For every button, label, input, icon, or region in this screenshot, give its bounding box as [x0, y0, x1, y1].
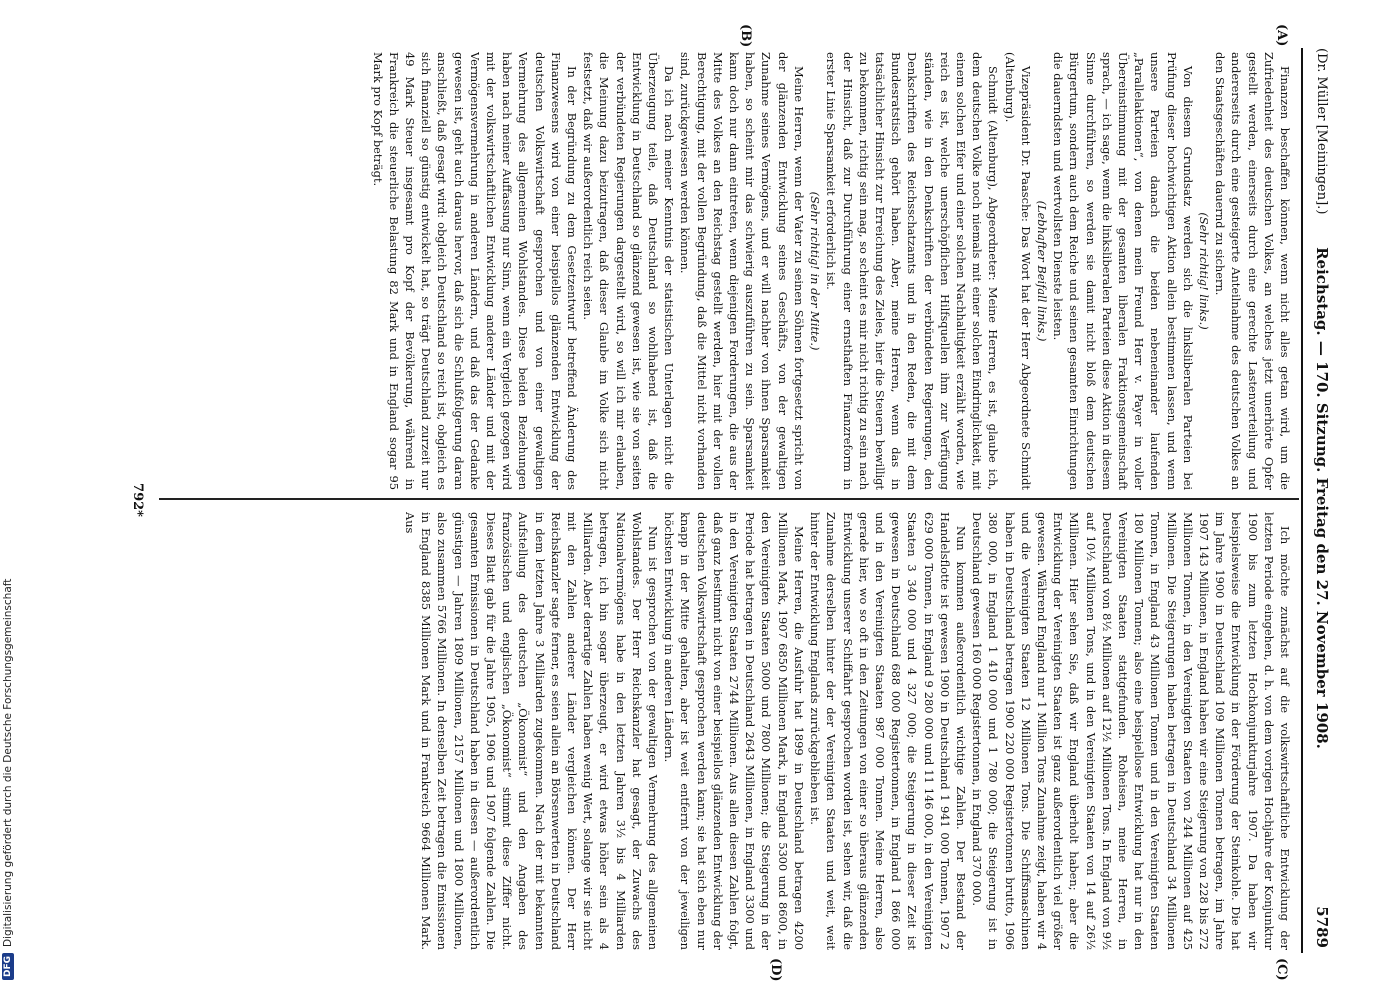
paragraph: Nun ist gesprochen von der gewaltigen Vermehrung des allgemeinen Wohlstandes. Der Herr Reichskanzler hat gesagt, der Zuwachs des Nationalvermögens habe in den letzten Jahren 3½ bis 4 Milliarden betragen, ich bin sogar überzeugt, er wird etwas höher sein als 4 Milliarden. Aber derartige Zahlen haben wenig Wert, solange wir sie nicht mit den Zahlen anderer Länder vergleichen können. Der Herr Reichskanzler sagte ferner, es seien allein an Börsenwerten in Deutschland in dem letzten Jahre 3 Milliarden zugekommen. Nach der mit bekannten Aufstellung des deutschen „Ökonomist“ und den Angaben des französischen und englischen „Ökonomist“ stimmt diese Ziffer nicht. Dieses Blatt gab für die Jahre 1905, 1906 und 1907 folgende Zahlen. Die gesamten Emissionen in Deutschland haben in diesen — außerordentlich günstigen — Jahren 1809 Millionen, 2157 Millionen und 1800 Millionen, also zusammen 5766 Millionen. In denselben Zeit betragen die Emissionen in England 8385 Millionen Mark und in Frankreich 9664 Millionen Mark. Aus: [403, 512, 661, 950]
paragraph: Vizepräsident Dr. Paasche: Das Wort hat der Herr Abgeordnete Schmidt (Altenburg).: [1002, 52, 1033, 490]
signature-mark: 792*: [130, 483, 145, 517]
page-number: 5789: [1313, 906, 1331, 948]
paragraph: Meine Herren, die Ausfuhr hat 1899 in Deutschland betragen 4200 Millionen Mark, 1907 6850 Millionen Mark, in England 5300 und 8600, in den Vereinigten Staaten 5000 und 7800 Millionen; die Steigerung in der Periode hat betragen in Deutschland 2643 Millionen, in England 3300 und in den Vereinigten Staaten 2744 Millionen. Aus allen diesen Zahlen folgt, daß ganz bestimmt nicht von einer beispiellos glänzenden Entwicklung der deutschen Volkswirtschaft gesprochen werden kann; sie hat sich eben nur knapp in der Mitte gehalten, aber ist weit entfernt von der jeweiligen höchsten Entwicklung in anderen Ländern.: [662, 512, 806, 950]
paragraph: Ich möchte zunächst auf die volkswirtschaftliche Entwicklung der letzten Periode eingehen, d. h. von dem vorigen Hochjahre der Konjunktur 1900 bis zum letzten Hochkonjunkturjahre 1907. Da haben wir beispielsweise die Entwicklung in der Förderung der Steinkohle. Die hat im Jahre 1900 in Deutschland 109 Millionen Tonnen betragen, im Jahre 1907 143 Millionen, in England haben wir eine Steigerung von 228 bis 272 Millionen Tonnen, in den Vereinigten Staaten von 244 Millionen auf 425 Millionen. Die Steigerungen haben betragen in Deutschland 34 Millionen Tonnen, in England 43 Millionen Tonnen und in den Vereinigten Staaten 180 Millionen Tonnen; also eine beispiellose Entwicklung hat nur in den Vereinigten Staaten stattgefunden. Roheisen, meine Herren, in Deutschland von 8½ Millionen auf 12½ Millionen Tons. In England von 9½ auf 10½ Millionen Tons, und in den Vereinigten Staaten von 14 auf 26½ Millionen. Hier sehen Sie, daß wir England überholt haben; aber die Entwicklung der Vereinigten Staaten ist ganz außerordentlich viel größer gewesen. Während England nur 1 Million Tons Zunahme zeigt, haben wir 4 und die Vereinigten Staaten 12 Millionen Tons. Die Schiffsmaschinen haben in Deutschland betragen 1900 220 000 Registertonnen brutto, 1906 380 000, in England 1 410 000 und 1 780 000; die Steigerung ist in Deutschland gewesen 160 000 Registertonnen, in England 370 000.: [970, 512, 1292, 950]
column-divider: [159, 498, 1299, 500]
margin-marker-a: (A): [1274, 24, 1289, 47]
stage-direction: (Lebhafter Beifall links.): [1034, 200, 1049, 342]
rotated-page: [93, 0, 1383, 1000]
stage-direction: (Sehr richtig! links.): [1196, 212, 1211, 330]
credit-text: Digitalisierung gefördert durch die Deutsche Forschungsgemeinschaft: [2, 578, 14, 947]
paragraph: Finanzen beschaffen können, wenn nicht alles getan wird, um die Zufriedenheit des deutschen Volkes, an welches jetzt unerhörte Opfer gestellt werden, einerseits durch eine gerechte Lastenverteilung und andererseits durch eine gesteigerte Anteilnahme des deutschen Volkes an den Staatsgeschäften dauernd zu sichern.: [1213, 52, 1292, 490]
left-column: [163, 52, 1293, 490]
paragraph: Da ich nach meiner Kenntnis der statistischen Unterlagen nicht die Überzeugung teile, daß Deutschland so wohlhabend ist, daß die Entwicklung in Deutschland so glänzend gewesen ist, wie sie von seiten der verbündeten Regierungen dargestellt wird, so will ich mir erlauben, die Meinung dazu beizutragen, daß dieser Glaube im Volke sich nicht festsetzt, daß wir außerordentlich reich seien.: [581, 52, 677, 490]
margin-marker-c: (C): [1274, 958, 1289, 981]
stage-direction: (Sehr richtig! in der Mitte.): [808, 191, 823, 351]
paragraph: Meine Herren, wenn der Vater zu seinen Söhnen fortgesetzt spricht von der glänzenden Entwicklung seines Geschäfts, von der gewaltigen Zunahme seines Vermögens, und er will nachher von ihnen Sparsamkeit haben, so scheint mir das schwierig auszuführen zu sein. Sparsamkeit kann doch nur dann eintreten, wenn diejenigen Forderungen, die aus der Mitte des Volkes an den Reichstag gestellt werden, hier mit der vollen Berechtigung, mit der vollen Begründung, daß die Mittel nicht vorhanden sind, zurückgewiesen werden können.: [678, 52, 806, 490]
paragraph: Nun kommen außerordentlich wichtige Zahlen. Der Bestand der Handelsflotte ist gewesen 1900 in Deutschland 1 941 000 Tonnen, 1907 2 629 000 Tonnen, in England 9 280 000 und 11 146 000, in den Vereinigten Staaten 3 340 000 und 4 327 000; die Steigerung in dieser Zeit ist gewesen in Deutschland 688 000 Registertonnen, in England 1 866 000 und in den Vereinigten Staaten 987 000 Tonnen. Meine Herren, also gerade hier, wo so oft in den Zeitungen von einer so überaus glänzenden Entwicklung unserer Schiffahrt gesprochen worden ist, sehen wir, daß die Zunahme derselben hinter der der Vereinigten Staaten und weit, weit hinter der Entwicklung Englands zurückgeblieben ist.: [808, 512, 968, 950]
header-rule: [1301, 48, 1303, 953]
paragraph: In der Begründung zu dem Gesetzentwurf betreffend Änderung des Finanzwesens wird von einer beispiellos glänzenden Entwicklung der deutschen Volkswirtschaft gesprochen und von einer gewaltigen Vermehrung des allgemeinen Wohlstandes. Diese beiden Beziehungen haben nach meiner Auffassung nur Sinn, wenn ein Vergleich gezogen wird mit der volkswirtschaftlichen Entwicklung anderer Länder und mit der Vermögensvermehrung in anderen Ländern, und daß das der Gedanke gewesen ist, geht auch daraus hervor, daß sich die Schlußfolgerung daran anschließt, daß gesagt wird: obgleich Deutschland so reich ist, obgleich es sich finanziell so günstig entwickelt hat, so trägt Deutschland zurzeit nur 49 Mark Steuer insgesamt pro Kopf der Bevölkerung, während in Frankreich die steuerliche Belastung 82 Mark und in England sogar 95 Mark pro Kopf beträgt.: [370, 52, 580, 490]
margin-marker-d: (D): [768, 958, 783, 982]
running-head-speaker: (Dr. Müller [Meiningen].): [1314, 48, 1329, 215]
paragraph: Schmidt (Altenburg), Abgeordneter: Meine Herren, es ist, glaube ich, dem deutschen Volke noch niemals mit einer solchen Eindringlichkeit, mit einem solchen Eifer und einer solchen Nachhaltigkeit erzählt worden, wie reich es ist, welche unerschöpflichen Hilfsquellen ihm zur Verfügung ständen, wie in den Denkschriften der verbündeten Regierungen, den Denkschriften des Reichsschatzamts und in den Reden, die mit dem Bundesratstisch gehört haben. Aber, meine Herren, wenn das in tatsächlicher Hinsicht zur Erreichung des Zieles, hier die Steuern bewilligt zu bekommen, richtig sein mag, so scheint es mir nicht richtig zu sein nach der Hinsicht, daß zur Durchführung einer ernsthaften Finanzreform in erster Linie Sparsamkeit erforderlich ist.: [824, 52, 1001, 490]
paragraph: Von diesem Grundsatz werden sich die linksliberalen Parteien bei Prüfung dieser hochwichtigen Aktion allein bestimmen lassen, und wenn unsere Parteien danach die beiden nebeneinander laufenden „Parallelaktionen“, von denen mein Freund Herr v. Payer in voller Übereinstimmung mit der gesamten liberalen Fraktionsgemeinschaft sprach, — ich sage, wenn die linksliberalen Parteien diese Aktion in diesem Sinne durchführen, so werden sie damit nicht bloß dem deutschen Bürgertum, sondern auch dem Reiche und seinen gesamten Einrichtungen die dauerndsten und wertvollsten Dienste leisten.: [1051, 52, 1195, 490]
margin-marker-b: (B): [738, 24, 753, 48]
dfg-logo: DFG: [2, 953, 14, 980]
page-header: [1305, 48, 1333, 948]
running-head-title: Reichstag. — 170. Sitzung. Freitag den 27. November 1908.: [1313, 247, 1331, 749]
digitization-credit: [2, 579, 14, 980]
right-column: [163, 512, 1293, 950]
